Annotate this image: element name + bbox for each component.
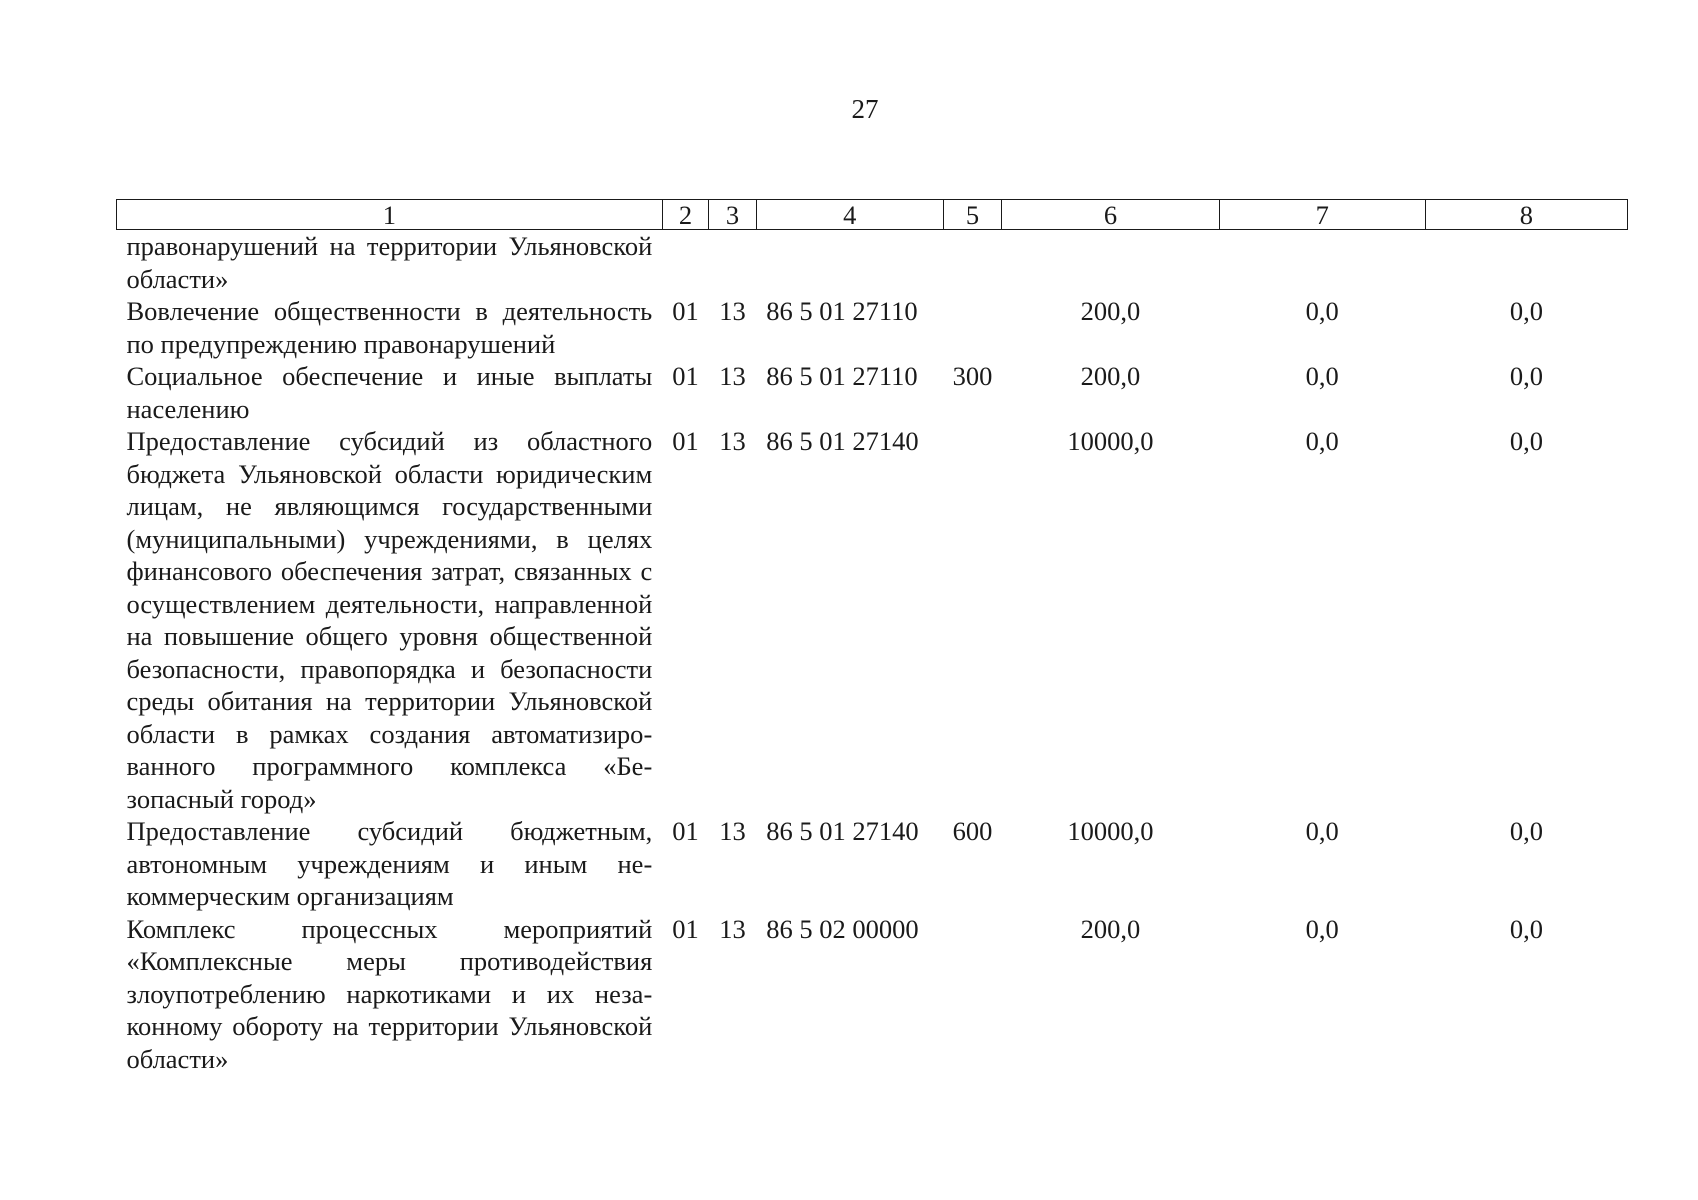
row-target-code: 86 5 01 27140: [766, 816, 919, 846]
header-col-6: 6: [1002, 200, 1219, 230]
row-value-6: 10000,0: [1067, 816, 1154, 846]
row-value-6: 10000,0: [1067, 426, 1154, 456]
row-expense-type: [943, 913, 1002, 1076]
row-name: Вовлечение общественности в деятельность по предупреждению правонарушений: [126, 296, 653, 359]
budget-table: [116, 199, 1628, 1075]
row-name: Предоставление субсидий из областного бюджета Ульяновской области юридическим лицам, не являющимся государственными (муниципальными) учреждениями, в целях финансового обеспечения затрат, связанных с осуществлением деятельности, направленной на повышение общего уровня общественной безопасности, правопорядка и безопасности среды обитания на территории Ульяновской области в рамках создания автоматизированного программного комплекса «Безопасный город»: [126, 426, 653, 814]
row-target-code: 86 5 01 27110: [766, 296, 918, 326]
row-subsection: 13: [719, 913, 746, 944]
row-value-7: [1219, 230, 1425, 296]
row-value-8: 0,0: [1509, 361, 1543, 391]
header-col-2: 2: [662, 200, 708, 230]
row-value-8: [1425, 230, 1627, 296]
row-value-7: 0,0: [1305, 913, 1339, 944]
row-target-code: 86 5 01 27140: [766, 426, 919, 456]
row-target-code: 86 5 01 27110: [766, 361, 918, 391]
row-expense-type: [943, 295, 1002, 360]
table-row: [117, 230, 1628, 296]
row-expense-type: 300: [952, 361, 993, 391]
row-subsection: 13: [719, 361, 746, 391]
row-subsection: 13: [719, 816, 746, 846]
header-col-3: 3: [709, 200, 757, 230]
row-value-6: 200,0: [1080, 361, 1141, 391]
row-value-7: 0,0: [1305, 816, 1339, 846]
row-name: правонарушений на территории Ульяновской области»: [126, 231, 653, 294]
row-section: 01: [672, 913, 699, 944]
row-value-8: 0,0: [1509, 426, 1543, 456]
header-col-1: 1: [117, 200, 663, 230]
row-value-8: 0,0: [1509, 816, 1543, 846]
row-subsection: [709, 230, 757, 296]
row-expense-type: 600: [952, 816, 993, 846]
row-subsection: 13: [719, 296, 746, 326]
header-col-4: 4: [756, 200, 943, 230]
header-row: [117, 200, 1628, 230]
row-section: 01: [672, 426, 699, 456]
row-value-7: 0,0: [1305, 426, 1339, 456]
table-header: [117, 200, 1628, 230]
row-subsection: 13: [719, 426, 746, 456]
row-value-6: [1002, 230, 1219, 296]
header-col-7: 7: [1219, 200, 1425, 230]
header-col-5: 5: [943, 200, 1002, 230]
row-target-code: [756, 230, 943, 296]
row-section: 01: [672, 816, 699, 846]
row-expense-type: [943, 230, 1002, 296]
table-row: [117, 295, 1628, 360]
row-value-7: 0,0: [1305, 296, 1339, 326]
row-value-8: 0,0: [1509, 913, 1543, 944]
row-expense-type: [943, 425, 1002, 815]
page-number: 27: [851, 94, 879, 124]
row-value-8: 0,0: [1509, 296, 1543, 326]
header-col-8: 8: [1425, 200, 1627, 230]
row-value-7: 0,0: [1305, 361, 1339, 391]
table-row: [117, 815, 1628, 913]
table-body: [117, 230, 1628, 1076]
row-section: [662, 230, 708, 296]
row-name: Социальное обеспечение и иные выплаты населению: [126, 361, 653, 424]
table-row: [117, 425, 1628, 815]
row-section: 01: [672, 296, 699, 326]
table-row: [117, 360, 1628, 425]
row-target-code: 86 5 02 00000: [766, 913, 919, 944]
row-name: Предоставление субсидий бюджетным, автономным учреждениям и иным некоммерческим организациям: [126, 816, 653, 911]
row-value-6: 200,0: [1080, 913, 1141, 944]
row-name: Комплекс процессных мероприятий «Комплексные меры противодействия злоупотреблению наркотиками и их незаконному обороту на территории Ульяновской области»: [126, 913, 653, 1074]
row-section: 01: [672, 361, 699, 391]
row-value-6: 200,0: [1080, 296, 1141, 326]
table-row: [117, 913, 1628, 1076]
